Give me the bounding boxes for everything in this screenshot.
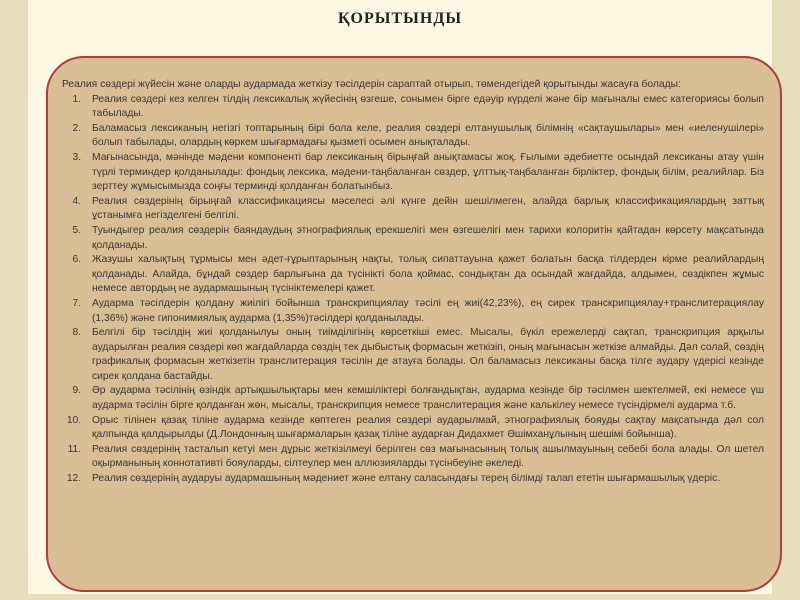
bottom-border-band [0, 594, 800, 600]
list-item: 3. Мағынасында, мәнінде мәдени компоненті бар лексиканың бірыңғай анықтамасы жоқ. Ғылыми әдебиетте осындай лексиканы атау үшін түрлі терминдер қолданылады: фондық лексика, мәдени-таңбаланған сөздер, ұлттық-таңбаланған бірліктер, фондық білім, реалийлар. Біз зерттеу жұмысымызда соңғы терминді қолданған болатынбыз. [84, 151, 764, 195]
list-item: 11. Реалия сөздерінің тасталып кетуі мен дұрыс жеткізілмеуі берілген сөз мағынасының толық ашылмауының себебі бола алады. Ол шетел оқырманының коннотативті бояуларды, сілтеулер мен аллюзияларды түсінбеуіне әкеледі. [84, 443, 764, 472]
conclusion-panel [46, 56, 782, 592]
list-item: 6. Жазушы халықтың тұрмысы мен әдет-ғұрыптарының нақты, толық сипаттауына қажет болатын басқа тілдерден кірме реалийлардың қолданады. Алайда, бұндай сөздер барлығына да түсінікті бола қоймас, сондықтан да осындай жағдайда, алдымен, сөздікпен жұмыс немесе автордың не аудармашының түсініктемелері қажет. [84, 253, 764, 297]
list-item: 9. Әр аударма тәсілінің өзіндік артықшылықтары мен кемшіліктері болғандықтан, аударма кезінде бір тәсілмен шектелмей, екі немесе үш аударма тәсілін бірге қолданған жөн, мысалы, транскрипция немесе транслитерация және калькілеу немесе түсіндірмелі аударма т.б. [84, 384, 764, 413]
list-item: 4. Реалия сөздерінің бірыңғай классификациясы мәселесі әлі күнге дейін шешілмеген, алайда барлық классификациялардың заттық ұстанымға негізделгені белгілі. [84, 195, 764, 224]
intro-paragraph: Реалия сөздері жүйесін және оларды аудармада жеткізу тәсілдерін сараптай отырып, төмендегідей қорытынды жасауға болады: [62, 79, 681, 90]
list-item: 8. Белгілі бір тәсілдің жиі қолданылуы оның тиімділігінің көрсеткіші емес. Мысалы, бүкіл ережелерді сақтап, транскрипция арқылы аударылған реалия сөздері көп жағдайларда сөздің тек дыбыстық формасын жеткізіп, оның мағынасын жеткізе алмайды. Дәл солай, сөздің графикалық формасын жеткізетін транслитерация тәсілін де атауға болады. Ол баламасыз лексиканы басқа тілге аудару үдерісі кезінде сирек қолдана бастайды. [84, 326, 764, 384]
list-item: 10. Орыс тілінен қазақ тіліне аударма кезінде көптеген реалия сөздері аударылмай, этнографиялық бояуды сақтау мақсатында дәл сол қалпында қалдырылды (Д.Лондонның шығармаларын қазақ тіліне аударған Дидахмет Әшімханұлының шешімі бойынша). [84, 414, 764, 443]
list-item: 2. Баламасыз лексиканың негізгі топтарының бірі бола келе, реалия сөздері елтанушылық білімнің «сақтаушылары» мен «иеленушілері» болып табылады, олардың көркем шығармадағы қызметі осымен анықталады. [84, 122, 764, 151]
list-item: 5. Туындыгер реалия сөздерін баяндаудың этнографиялық ерекшелігі мен өзгешелігі мен тарихи колоритін қайтадан көрсету мақсатында қолданады. [84, 224, 764, 253]
conclusion-list [56, 93, 764, 487]
list-item: 7. Аударма тәсілдерін қолдану жиілігі бойынша транскрипциялау тәсілі ең жиі(42,23%), ең сирек транскрипциялау+транслитерациялау (1,36%) және гипонимиялық аударма (1,35%)тәсілдері қолданылады. [84, 297, 764, 326]
list-item: 12. Реалия сөздерінің аударуы аудармашының мәдениет және елтану саласындағы терең білімді талап ететін шығармашылық үдеріс. [84, 472, 764, 487]
page-title: ҚОРЫТЫНДЫ [337, 10, 463, 27]
conclusion-text [56, 78, 764, 487]
list-item: 1. Реалия сөздері кез келген тілдің лексикалық жүйесінің өзгеше, сонымен бірге едәуір күрделі және бір мағыналы емес категориясы болып табылады. [84, 93, 764, 122]
left-border-band [0, 0, 28, 600]
